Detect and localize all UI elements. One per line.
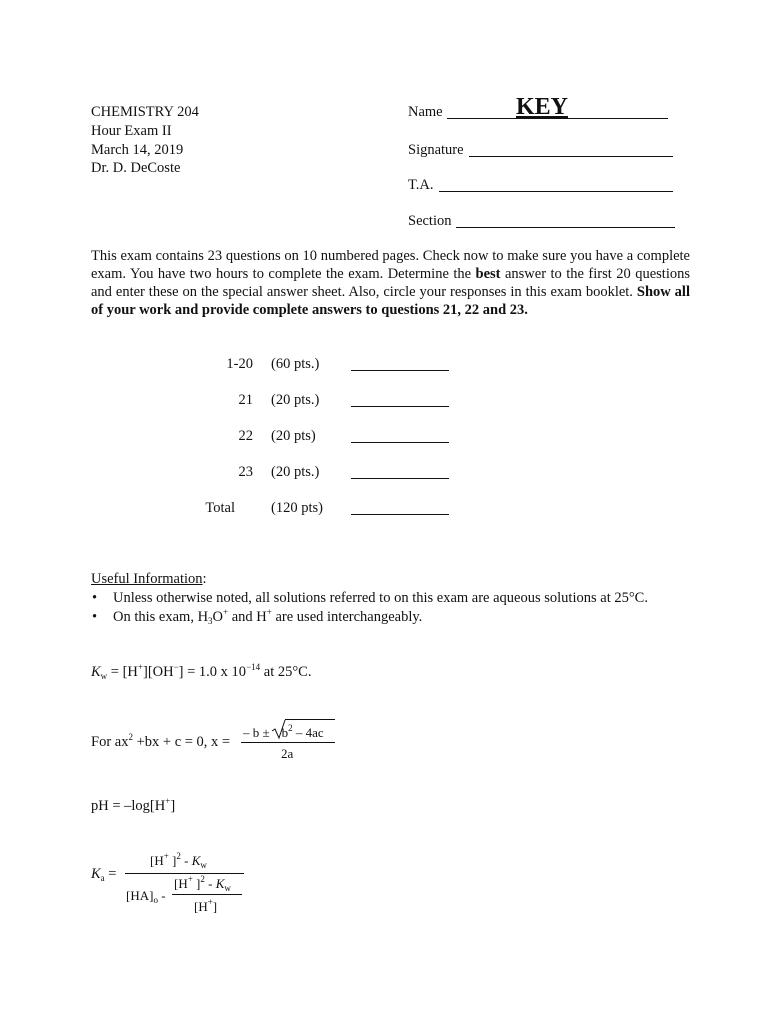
name-label: Name <box>408 104 443 120</box>
ph-formula: pH = –log[H+] <box>91 796 176 814</box>
quadratic-lhs: For $ax^2 +bx + c = 0$, x = <box>91 732 231 750</box>
quadratic-numerator: – $b \pm b^2 - 4ac$ <box>243 723 324 740</box>
score-points: (20 pts.) <box>271 464 320 480</box>
quadratic-denominator: 2a <box>281 746 294 761</box>
ka-fraction-bar <box>125 873 244 874</box>
useful-info-bullet-1: Unless otherwise noted, all solutions referred to on this exam are aqueous solutions at 25°C. <box>113 590 648 606</box>
score-points: (20 pts) <box>271 428 316 444</box>
bullet-icon: • <box>92 590 98 606</box>
useful-info-bullet-2: On this exam, $H_3O^+$ and H+ are used interchangeably. <box>113 607 423 626</box>
ka-numerator: [H+ ]$^2 - K_w$ <box>150 851 207 870</box>
score-points: (20 pts.) <box>271 392 320 408</box>
score-item: 21 <box>238 392 253 408</box>
ka-lhs: $K_a$ = <box>91 866 117 883</box>
score-blank[interactable] <box>351 478 449 479</box>
ka-denominator: $[HA]_o$ - <box>126 888 166 905</box>
ta-label: T.A. <box>408 177 434 193</box>
section-label: Section <box>408 213 452 229</box>
sqrt-bar <box>285 719 335 720</box>
score-item: 22 <box>238 428 253 444</box>
score-points: (60 pts.) <box>271 356 320 372</box>
fraction-bar <box>241 742 335 743</box>
section-line[interactable] <box>456 227 675 228</box>
name-value: KEY <box>516 94 569 120</box>
score-blank[interactable] <box>351 514 449 515</box>
instructions: This exam contains 23 questions on 10 numbered pages. Check now to make sure you have a complete exam. You have two hours to complete the exam. Determine the best answer to the first 20 questions and enter these on the special answer sheet. Also, circle your responses in this exam booklet. Show all of your work and provide complete answers to questions 21, 22 and 23. <box>91 248 690 318</box>
ka-inner-denominator: [H+] <box>194 897 218 914</box>
sqrt-icon <box>271 718 287 740</box>
score-blank[interactable] <box>351 370 449 371</box>
ka-inner-numerator: [H+ ]$^2 - K_w$ <box>174 874 231 893</box>
signature-label: Signature <box>408 142 464 158</box>
kw-formula: $K_w = [H^+][OH^-] = 1.0$ x $10^{-14}$ at 25°C. <box>91 662 312 681</box>
score-item-total: Total <box>205 500 235 516</box>
score-blank[interactable] <box>351 406 449 407</box>
ka-inner-fraction-bar <box>172 894 242 895</box>
course-title: CHEMISTRY 204 <box>91 104 199 120</box>
ta-line[interactable] <box>439 191 673 192</box>
score-item: 1-20 <box>226 356 253 372</box>
useful-info-heading: Useful Information: <box>91 571 207 587</box>
signature-line[interactable] <box>469 156 673 157</box>
score-points: (120 pts) <box>271 500 323 516</box>
exam-date: March 14, 2019 <box>91 142 184 158</box>
exam-title: Hour Exam II <box>91 123 172 139</box>
bullet-icon: • <box>92 609 98 625</box>
score-blank[interactable] <box>351 442 449 443</box>
instructor: Dr. D. DeCoste <box>91 160 181 176</box>
score-item: 23 <box>238 464 253 480</box>
